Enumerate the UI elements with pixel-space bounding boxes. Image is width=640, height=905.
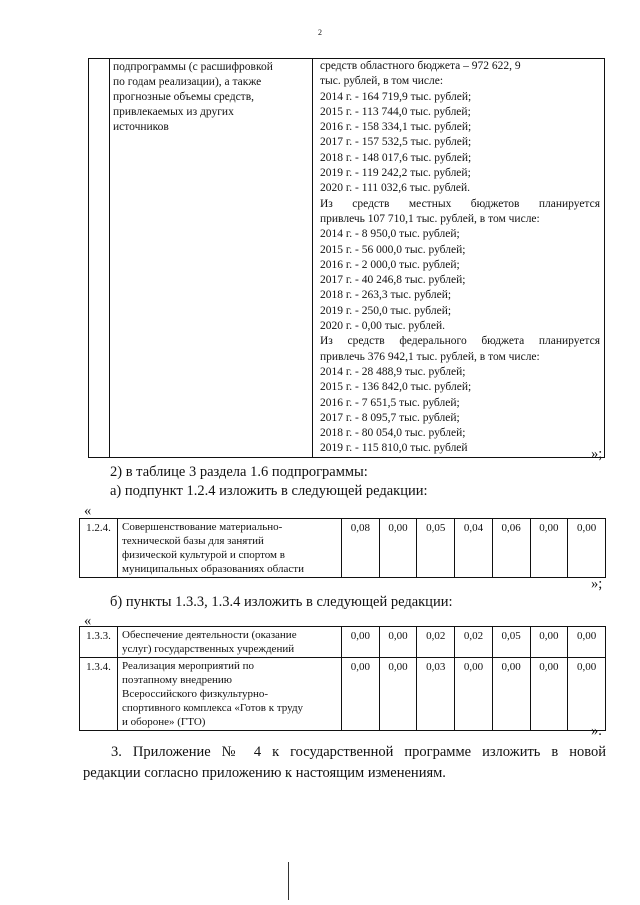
text-line: 2019 г. - 250,0 тыс. рублей; <box>320 304 452 317</box>
item-name <box>118 658 342 731</box>
value-cell: 0,00 <box>342 658 380 731</box>
text-line: 3. Приложение № 4 к государственной программе изложить в новой <box>111 744 606 760</box>
opening-quote: « <box>84 503 92 519</box>
empty-cell <box>89 59 110 458</box>
text-line: 2015 г. - 56 000,0 тыс. рублей; <box>320 243 466 256</box>
closing-quote: »; <box>591 576 603 592</box>
text-line: источников <box>113 121 169 133</box>
text-line: подпрограммы (с расшифровкой <box>113 61 273 73</box>
value-cell: 0,00 <box>568 658 606 731</box>
item-name <box>118 519 342 578</box>
text-line: услуг) государственных учреждений <box>122 643 295 655</box>
text-line: Реализация мероприятий по <box>122 660 255 672</box>
text-line: средств областного бюджета – 972 622, 9 <box>320 60 521 72</box>
value-cell: 0,08 <box>342 519 380 578</box>
text-line: 2020 г. - 0,00 тыс. рублей. <box>320 320 445 333</box>
text-line: муниципальных образованиях области <box>122 563 304 575</box>
value-cell: 0,00 <box>568 519 606 578</box>
text-line: 2015 г. - 113 744,0 тыс. рублей; <box>320 105 471 118</box>
text-line: 2017 г. - 8 095,7 тыс. рублей; <box>320 411 460 424</box>
value-cell: 0,05 <box>492 627 530 658</box>
instruction-line: б) пункты 1.3.3, 1.3.4 изложить в следующей редакции: <box>110 594 453 610</box>
closing-quote: ». <box>591 723 602 739</box>
value-cell: 0,00 <box>530 627 568 658</box>
item-number: 1.3.3. <box>80 627 118 658</box>
text-line: 2016 г. - 2 000,0 тыс. рублей; <box>320 258 460 271</box>
text-line: 2019 г. - 115 810,0 тыс. рублей <box>320 442 468 455</box>
text-line: поэтапному внедрению <box>122 674 232 686</box>
value-cell: 0,00 <box>492 658 530 731</box>
text-line: 2018 г. - 263,3 тыс. рублей; <box>320 289 452 302</box>
text-line: 2014 г. - 8 950,0 тыс. рублей; <box>320 228 460 241</box>
text-line: тыс. рублей, в том числе: <box>320 75 444 88</box>
value-cell: 0,06 <box>492 519 530 578</box>
table-row <box>80 627 606 658</box>
text-line: 2016 г. - 7 651,5 тыс. рублей; <box>320 396 460 409</box>
text-line: 2017 г. - 157 532,5 тыс. рублей; <box>320 136 472 149</box>
text-line: 2016 г. - 158 334,1 тыс. рублей; <box>320 121 472 134</box>
value-cell: 0,03 <box>417 658 455 731</box>
text-line: привлечь 107 710,1 тыс. рублей, в том числе: <box>320 212 540 225</box>
table-row <box>89 59 605 458</box>
text-line: 2018 г. - 80 054,0 тыс. рублей; <box>320 427 466 440</box>
text-line: Из средств местных бюджетов планируется <box>320 197 600 210</box>
funding-continuation-table <box>88 58 605 458</box>
text-line: Совершенствование материально- <box>122 521 283 533</box>
value-cell: 0,00 <box>568 627 606 658</box>
text-line: по годам реализации), а также <box>113 76 262 88</box>
table-item-1-2-4 <box>79 518 606 578</box>
text-line: 2015 г. - 136 842,0 тыс. рублей; <box>320 381 472 394</box>
value-cell: 0,00 <box>379 658 417 731</box>
text-line: 2014 г. - 164 719,9 тыс. рублей; <box>320 90 472 103</box>
paragraph-3 <box>83 742 606 784</box>
text-line: технической базы для занятий <box>122 535 264 547</box>
item-name <box>118 627 342 658</box>
text-line: спортивного комплекса «Готов к труду <box>122 702 304 714</box>
text-line: 2019 г. - 119 242,2 тыс. рублей; <box>320 167 471 180</box>
funding-label-cell <box>110 59 313 458</box>
value-cell: 0,00 <box>342 627 380 658</box>
text-line: Всероссийского физкультурно- <box>122 688 269 700</box>
instruction-line: 2) в таблице 3 раздела 1.6 подпрограммы: <box>110 464 368 480</box>
value-cell: 0,00 <box>530 519 568 578</box>
funding-values-cell <box>313 59 605 458</box>
text-line: 2017 г. - 40 246,8 тыс. рублей; <box>320 274 466 287</box>
text-line: Обеспечение деятельности (оказание <box>122 629 297 641</box>
item-number: 1.2.4. <box>80 519 118 578</box>
binding-mark <box>286 862 290 900</box>
text-line: 2018 г. - 148 017,6 тыс. рублей; <box>320 151 472 164</box>
page-number: 2 <box>318 28 322 37</box>
text-line: 2014 г. - 28 488,9 тыс. рублей; <box>320 365 466 378</box>
value-cell: 0,00 <box>379 627 417 658</box>
text-line: прогнозные объемы средств, <box>113 91 255 103</box>
table-items-1-3-3-1-3-4 <box>79 626 606 731</box>
text-line: привлечь 376 942,1 тыс. рублей, в том числе: <box>320 350 540 363</box>
value-cell: 0,00 <box>530 658 568 731</box>
value-cell: 0,00 <box>379 519 417 578</box>
text-line: привлекаемых из других <box>113 106 234 118</box>
text-line: физической культурой и спортом в <box>122 549 285 561</box>
value-cell: 0,05 <box>417 519 455 578</box>
text-line: редакции согласно приложению к настоящим изменениям. <box>83 765 446 781</box>
table-row <box>80 519 606 578</box>
text-line: и обороне» (ГТО) <box>122 716 206 728</box>
value-cell: 0,02 <box>417 627 455 658</box>
text-line: 2020 г. - 111 032,6 тыс. рублей. <box>320 182 471 195</box>
value-cell: 0,02 <box>455 627 493 658</box>
value-cell: 0,04 <box>455 519 493 578</box>
text-line: Из средств федерального бюджета планируется <box>320 335 600 348</box>
item-number: 1.3.4. <box>80 658 118 731</box>
instruction-line: а) подпункт 1.2.4 изложить в следующей редакции: <box>110 483 428 499</box>
value-cell: 0,00 <box>455 658 493 731</box>
table-row <box>80 658 606 731</box>
opening-quote: « <box>84 613 92 629</box>
closing-quote: »; <box>591 446 603 462</box>
